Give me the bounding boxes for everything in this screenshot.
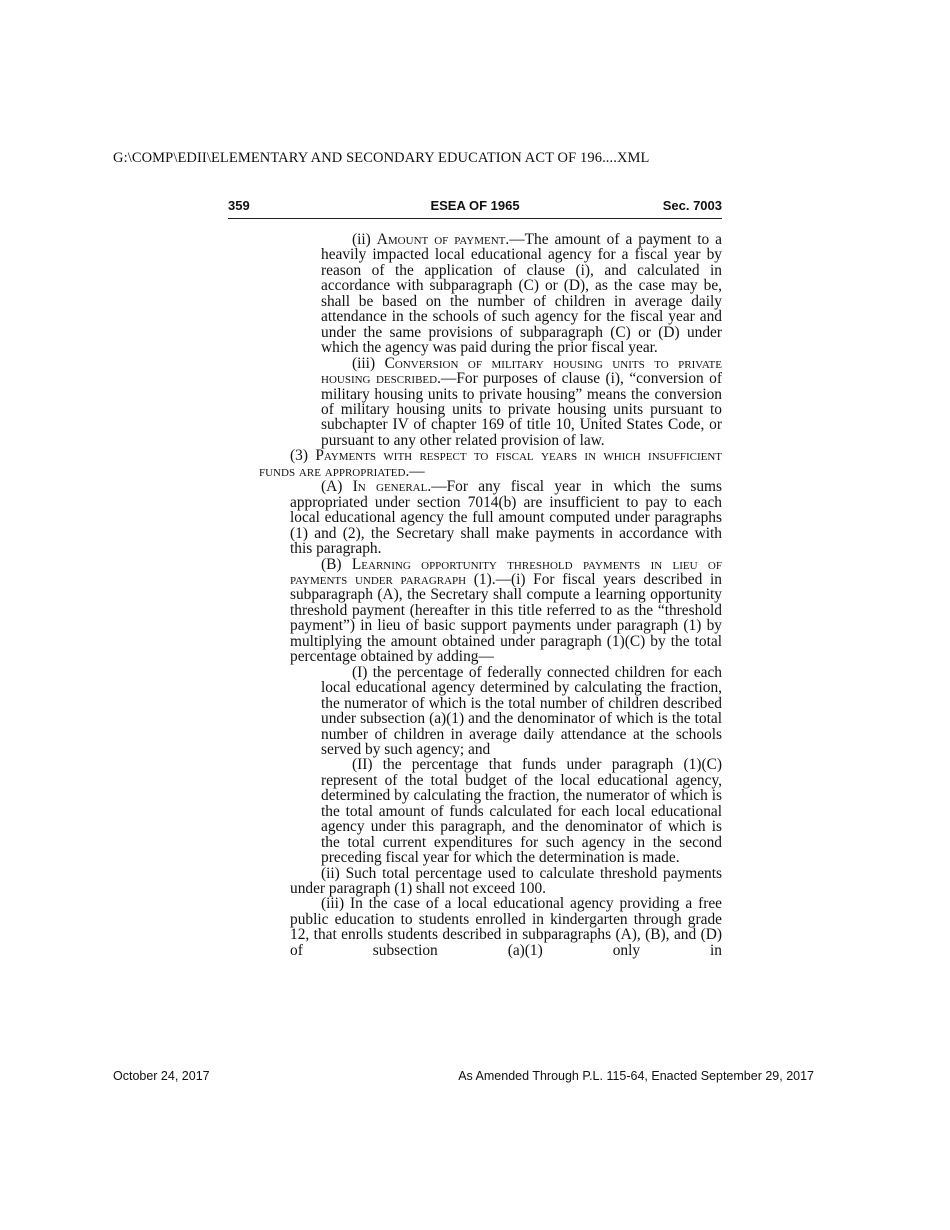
- section-number: Sec. 7003: [662, 198, 722, 213]
- footer-amended-through: As Amended Through P.L. 115-64, Enacted September 29, 2017: [458, 1069, 814, 1083]
- footer-date: October 24, 2017: [113, 1069, 210, 1083]
- clause-text: .—The amount of a payment to a heavily impacted local educational agency for a fiscal year by reason of the application of clause (i), and calculated in accordance with subparagraph (C) or (D), as the case may be, shall be based on the number of children in average daily attendance in the schools of such agency for the fiscal year and under the same provisions of subparagraph (C) or (D) under which the agency was paid during the prior fiscal year.: [321, 231, 722, 357]
- b-clause-iii: (iii) In the case of a local educational agency providing a free public education to students enrolled in kindergarten through grade 12, that enrolls students described in subparagraphs (A), (B), and (D) of subsection (a)(1) only in: [290, 895, 722, 959]
- file-path: G:\COMP\EDII\ELEMENTARY AND SECONDARY EDUCATION ACT OF 196....XML: [113, 150, 650, 166]
- subparagraph-a-in-general: [290, 479, 722, 556]
- paragraph-text: .—: [405, 462, 425, 480]
- subclause-I: (I) the percentage of federally connected children for each local educational agency determined by calculating the fraction, the numerator of which is the total number of children described under subsection (a)(1) and the denominator of which is the total number of children in average daily attendance at the schools served by such agency; and: [321, 663, 722, 758]
- subparagraph-heading: Learning opportunity threshold payments in lieu of payments under paragraph (1): [290, 555, 722, 588]
- clause-iii-conversion: [321, 356, 722, 449]
- subparagraph-b-threshold-payments: [290, 557, 722, 665]
- running-head: [228, 198, 722, 219]
- paragraph-heading: Payments with respect to fiscal years in which insufficient funds are appropriated: [259, 447, 722, 480]
- page-number: 359: [228, 198, 250, 213]
- subparagraph-heading: In general: [352, 478, 428, 496]
- statute-body: [228, 232, 722, 958]
- clause-ii-amount-of-payment: [321, 232, 722, 356]
- clause-number: (ii): [352, 231, 377, 248]
- paragraph-number: (3): [290, 447, 316, 465]
- subparagraph-text: .—(i) For fiscal years described in subparagraph (A), the Secretary shall compute a learning opportunity threshold payment (hereafter in this title referred to as the “threshold payment”) in lieu of basic support payments under paragraph (1) by multiplying the amount obtained under paragraph (1)(C) by the total percentage obtained by adding—: [290, 570, 722, 666]
- clause-number: (iii): [352, 354, 385, 372]
- clause-heading: Amount of payment: [376, 231, 506, 248]
- clause-text: .—For purposes of clause (i), “conversion of military housing units to private housing” means the conversion of military housing units to private housing units pursuant to subchapter IV of chapter 169 of title 10, United States Code, or pursuant to any other related provision of law.: [321, 370, 722, 449]
- subclause-II: (II) the percentage that funds under paragraph (1)(C) represent of the total budget of the local educational agency, determined by calculating the fraction, the numerator of which is the total amount of funds calculated for each local educational agency under this paragraph, and the denominator of which is the total current expenditures for such agency in the second preceding fiscal year for which the determination is made.: [321, 756, 722, 867]
- clause-heading: Conversion of military housing units to private housing described: [321, 354, 722, 388]
- subparagraph-text: .—For any fiscal year in which the sums appropriated under section 7014(b) are insufficient to pay to each local educational agency the full amount computed under paragraphs (1) and (2), the Secretary shall make payments in accordance with this paragraph.: [290, 478, 722, 558]
- running-title: ESEA OF 1965: [430, 198, 520, 213]
- b-clause-ii: (ii) Such total percentage used to calculate threshold payments under paragraph (1) shall not exceed 100.: [290, 864, 722, 898]
- subparagraph-number: (B): [321, 555, 352, 573]
- paragraph-3-heading: [259, 448, 722, 479]
- subparagraph-number: (A): [321, 478, 353, 496]
